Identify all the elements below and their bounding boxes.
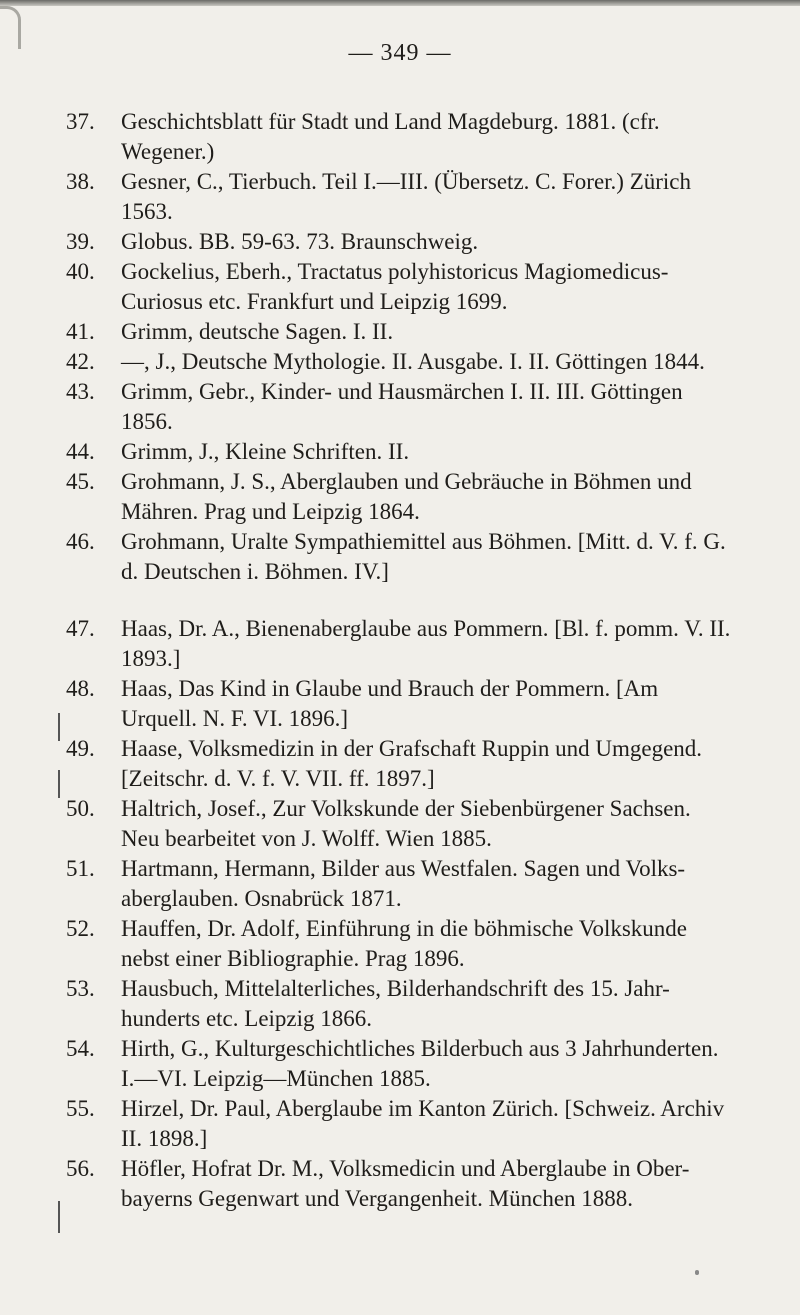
bibliography-entry: [66, 674, 731, 734]
entry-text: Grohmann, J. S., Aberglauben und Gebräuche in Böhmen und Mähren. Prag und Leipzig 1864.: [121, 469, 692, 524]
bibliography-entry: [66, 794, 731, 854]
bibliography-entry: [66, 1094, 731, 1154]
entry-number: 49.: [66, 736, 95, 761]
entry-text: Geschichtsblatt für Stadt und Land Magdeburg. 1881. (cfr. Wegener.): [121, 109, 660, 164]
bibliography-entry: [66, 1034, 731, 1094]
bibliography-entry: [66, 467, 731, 527]
bibliography-entry: [66, 974, 731, 1034]
page-number: — 349 —: [348, 40, 452, 66]
bibliography-entry: [66, 854, 731, 914]
entry-number: 41.: [66, 319, 95, 344]
entry-number: 38.: [66, 169, 95, 194]
entry-text: Höfler, Hofrat Dr. M., Volksmedicin und Aberglaube in Ober-bayerns Gegenwart und Vergangenheit. München 1888.: [121, 1156, 690, 1211]
margin-mark: [58, 770, 60, 798]
entry-text: Haase, Volksmedizin in der Grafschaft Ruppin und Umgegend. [Zeitschr. d. V. f. V. VII. ff. 1897.]: [121, 736, 703, 791]
entry-text: Hirzel, Dr. Paul, Aberglaube im Kanton Zürich. [Schweiz. Archiv II. 1898.]: [121, 1096, 725, 1151]
entry-number: 51.: [66, 856, 95, 881]
bibliography-entry: [66, 1154, 731, 1214]
entry-number: 44.: [66, 439, 95, 464]
bibliography-entry: [66, 107, 731, 167]
entry-number: 37.: [66, 109, 95, 134]
entry-number: 56.: [66, 1156, 95, 1181]
entry-text: Gockelius, Eberh., Tractatus polyhistoricus Magiomedicus-Curiosus etc. Frankfurt und Leipzig 1699.: [121, 259, 669, 314]
margin-mark: [58, 1201, 60, 1233]
entry-text: Globus. BB. 59-63. 73. Braunschweig.: [121, 229, 479, 254]
bibliography-entry: [66, 347, 731, 377]
entry-number: 55.: [66, 1096, 95, 1121]
entry-text: Haas, Dr. A., Bienenaberglaube aus Pommern. [Bl. f. pomm. V. II. 1893.]: [121, 616, 731, 671]
entry-number: 43.: [66, 379, 95, 404]
entry-number: 46.: [66, 529, 95, 554]
entry-text: —, J., Deutsche Mythologie. II. Ausgabe. I. II. Göttingen 1844.: [121, 349, 705, 374]
entry-text: Hauffen, Dr. Adolf, Einführung in die böhmische Volkskunde nebst einer Bibliographie. Prag 1896.: [121, 916, 687, 971]
entry-text: Gesner, C., Tierbuch. Teil I.—III. (Übersetz. C. Forer.) Zürich 1563.: [121, 169, 692, 224]
entry-text: Hirth, G., Kulturgeschichtliches Bilderbuch aus 3 Jahrhunderten. I.—VI. Leipzig—München 1885.: [121, 1036, 719, 1091]
entry-number: 50.: [66, 796, 95, 821]
entry-number: 48.: [66, 676, 95, 701]
entry-number: 45.: [66, 469, 95, 494]
entry-text: Grimm, deutsche Sagen. I. II.: [121, 319, 394, 344]
bibliography-entry: [66, 914, 731, 974]
scan-speck: [695, 1270, 699, 1275]
entry-number: 53.: [66, 976, 95, 1001]
bibliography-entry: [66, 437, 731, 467]
bibliography-entry: [66, 167, 731, 227]
bibliography-entry: [66, 377, 731, 437]
entry-text: Grimm, Gebr., Kinder- und Hausmärchen I. II. III. Göttingen 1856.: [121, 379, 683, 434]
entry-text: Hartmann, Hermann, Bilder aus Westfalen. Sagen und Volks-aberglauben. Osnabrück 1871.: [121, 856, 686, 911]
entry-text: Haltrich, Josef., Zur Volkskunde der Siebenbürgener Sachsen. Neu bearbeitet von J. Wolff. Wien 1885.: [121, 796, 691, 851]
bibliography-entry: [66, 257, 731, 317]
bibliography-entry: [66, 614, 731, 674]
entry-number: 40.: [66, 259, 95, 284]
bibliography-entry: [66, 317, 731, 347]
margin-mark: [58, 713, 60, 741]
entry-number: 47.: [66, 616, 95, 641]
entry-text: Haas, Das Kind in Glaube und Brauch der Pommern. [Am Urquell. N. F. VI. 1896.]: [121, 676, 659, 731]
entry-number: 42.: [66, 349, 95, 374]
entry-text: Grimm, J., Kleine Schriften. II.: [121, 439, 410, 464]
entry-number: 54.: [66, 1036, 95, 1061]
bibliography-list: [66, 107, 731, 1214]
bibliography-entry: [66, 734, 731, 794]
entry-text: Grohmann, Uralte Sympathiemittel aus Böhmen. [Mitt. d. V. f. G. d. Deutschen i. Böhmen. IV.]: [121, 529, 726, 584]
bibliography-entry: [66, 227, 731, 257]
entry-text: Hausbuch, Mittelalterliches, Bilderhandschrift des 15. Jahr-hunderts etc. Leipzig 1866.: [121, 976, 670, 1031]
scan-top-edge: [0, 0, 800, 6]
entry-number: 39.: [66, 229, 95, 254]
entry-number: 52.: [66, 916, 95, 941]
bibliography-entry: [66, 527, 731, 587]
